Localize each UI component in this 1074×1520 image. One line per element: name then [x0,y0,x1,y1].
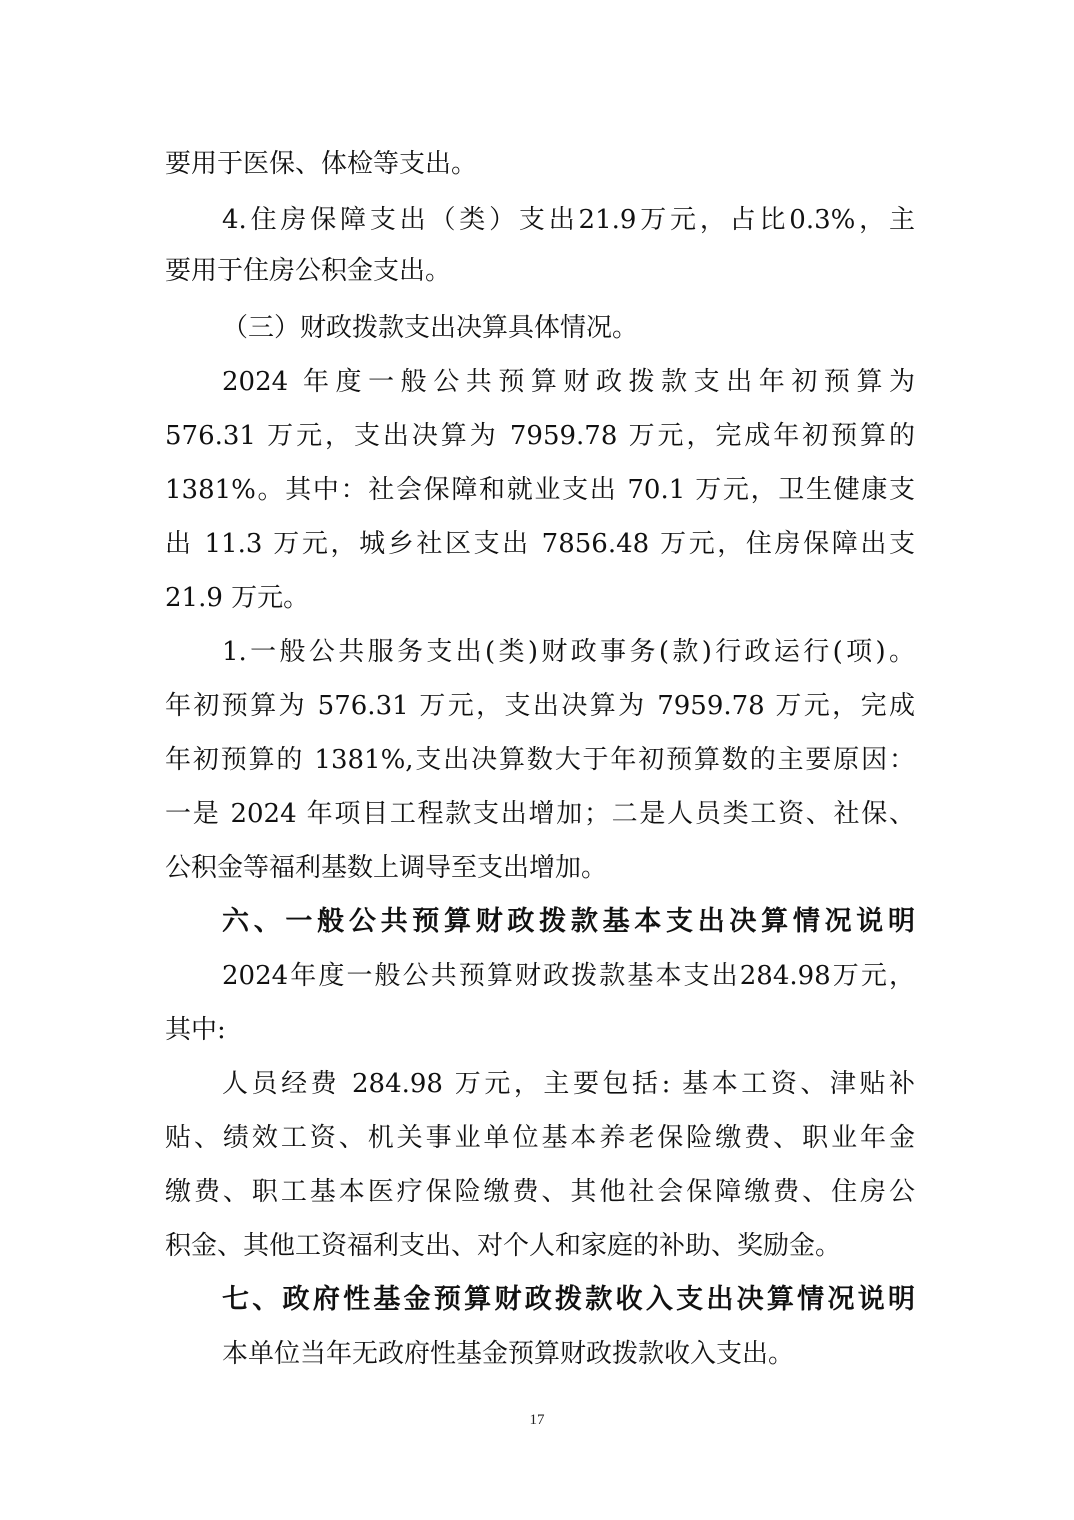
text-line: 本单位当年无政府性基金预算财政拨款收入支出。 [222,1339,795,1369]
page-number: 17 [529,1412,545,1428]
text-line: 年初预算为 576.31 万元，支出决算为 7959.78 万元，完成 [165,691,915,721]
section-heading: 六、一般公共预算财政拨款基本支出决算情况说明 [222,906,915,937]
text-line: 576.31 万元，支出决算为 7959.78 万元，完成年初预算的 [165,421,915,451]
text-line: 贴、绩效工资、机关事业单位基本养老保险缴费、职业年金 [165,1123,915,1153]
text-line: 公积金等福利基数上调导至支出增加。 [165,853,608,883]
text-line: 4.住房保障支出（类）支出21.9万元，占比0.3%，主 [222,205,915,235]
subsection-heading: （三）财政拨款支出决算具体情况。 [222,313,639,343]
text-line: 1381%。其中：社会保障和就业支出 70.1 万元，卫生健康支 [165,475,915,505]
text-line: 其中: [165,1015,226,1045]
text-line: 积金、其他工资福利支出、对个人和家庭的补助、奖励金。 [165,1231,842,1261]
text-line: 人员经费 284.98 万元，主要包括: 基本工资、津贴补 [222,1069,915,1099]
text-line: 要用于医保、体检等支出。 [165,149,478,179]
text-line: 21.9 万元。 [165,583,310,613]
section-heading: 七、政府性基金预算财政拨款收入支出决算情况说明 [222,1284,915,1315]
text-line: 一是 2024 年项目工程款支出增加；二是人员类工资、社保、 [165,799,915,829]
text-line: 1.一般公共服务支出(类)财政事务(款)行政运行(项)。 [222,637,915,667]
text-line: 年初预算的 1381%,支出决算数大于年初预算数的主要原因： [165,745,915,775]
text-line: 出 11.3 万元，城乡社区支出 7856.48 万元，住房保障出支 [165,529,915,559]
text-line: 2024 年度一般公共预算财政拨款支出年初预算为 [222,367,915,397]
text-line: 2024年度一般公共预算财政拨款基本支出284.98万元， [222,961,915,991]
text-line: 缴费、职工基本医疗保险缴费、其他社会保障缴费、住房公 [165,1177,915,1207]
text-line: 要用于住房公积金支出。 [165,256,452,286]
